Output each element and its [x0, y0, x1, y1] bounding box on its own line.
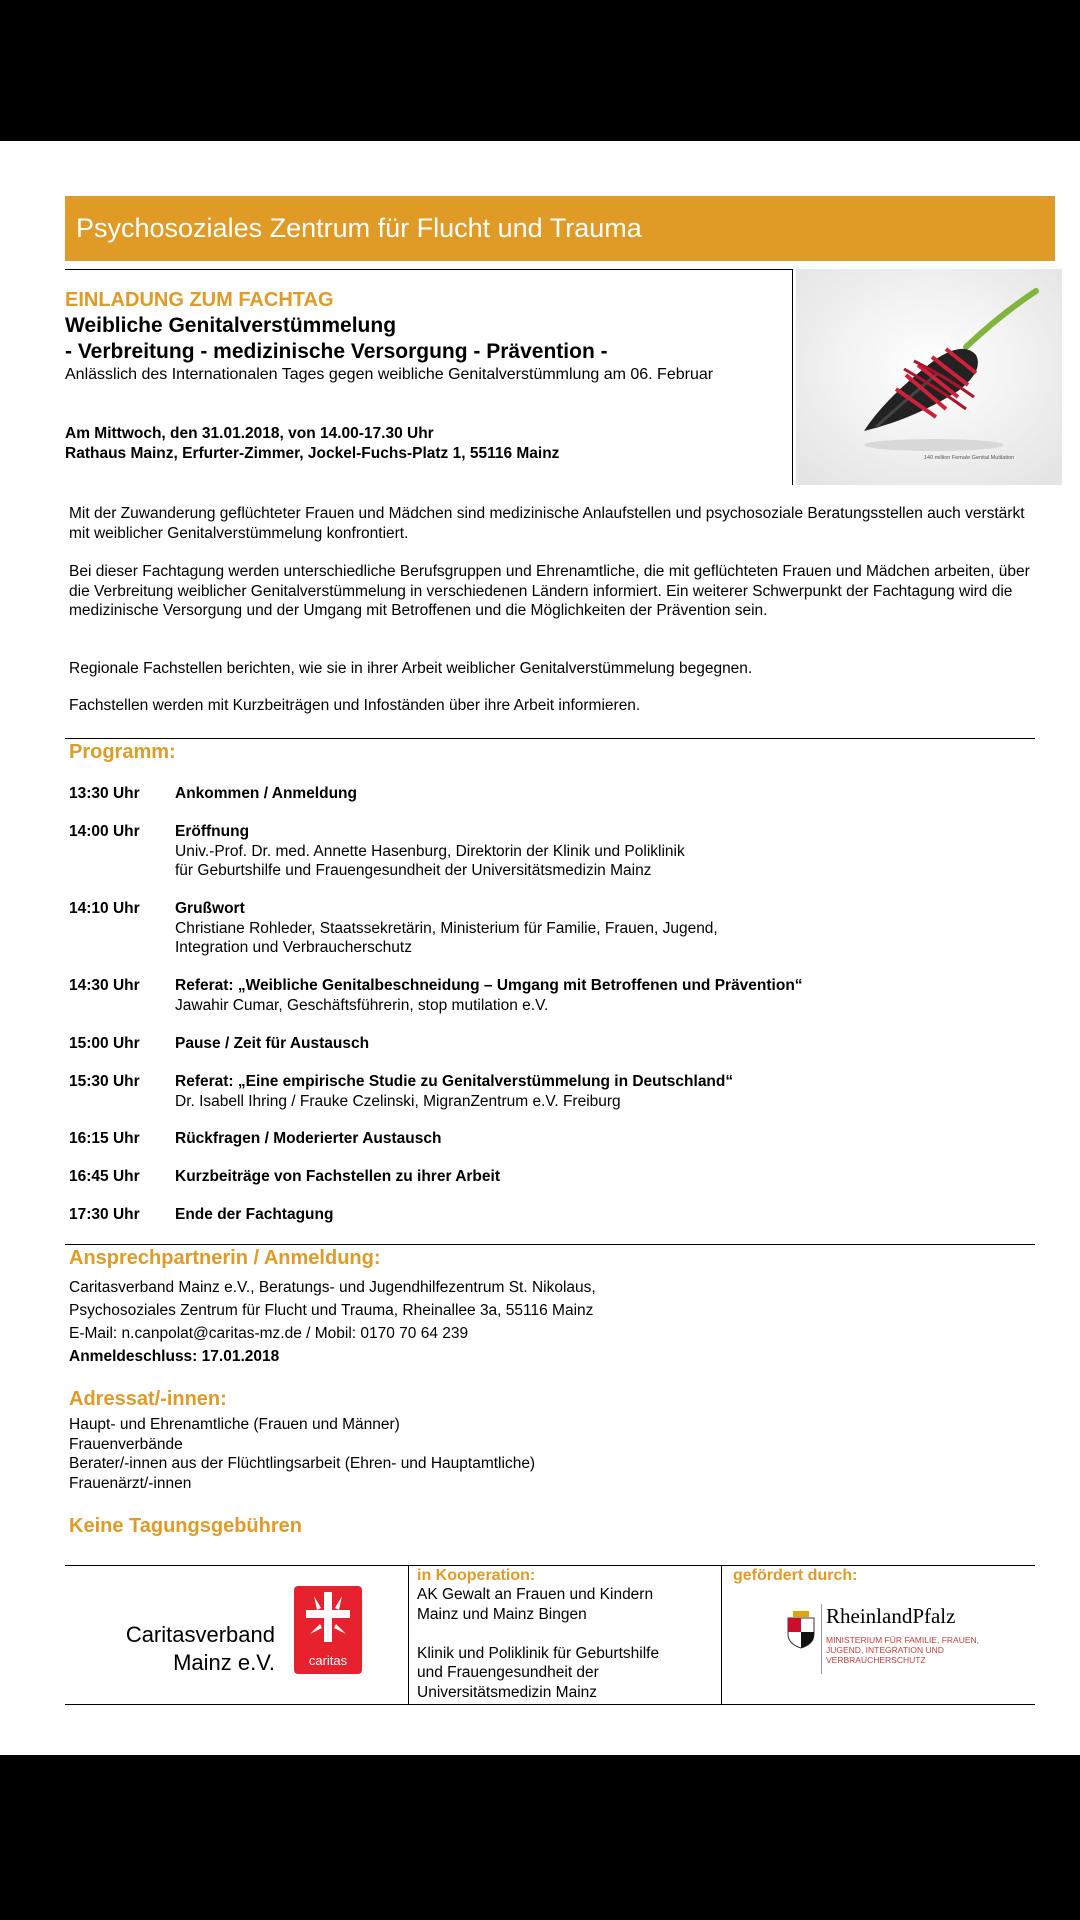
event-title: Weibliche Genitalverstümmelung: [65, 314, 397, 337]
program-title: Ende der Fachtagung: [175, 1206, 334, 1223]
caritas-logo-label: caritas: [308, 1653, 348, 1668]
caritas-cross-icon: [294, 1586, 362, 1654]
event-date: Am Mittwoch, den 31.01.2018, von 14.00-17.30 Uhr: [65, 425, 434, 442]
caritas-name: [89, 1621, 275, 1677]
cooperation-line: Klinik und Poliklinik für Geburtshilfe: [417, 1644, 660, 1662]
rlp-ministry: MINISTERIUM FÜR FAMILIE, FRAUEN, JUGEND, INTEGRATION UND VERBRAUCHERSCHUTZ: [826, 1635, 980, 1665]
program-detail: Integration und Verbraucherschutz: [175, 939, 412, 956]
program-title: Kurzbeiträge von Fachstellen zu ihrer Arbeit: [175, 1168, 500, 1185]
caritas-column: [65, 1566, 409, 1704]
program-time: 14:00 Uhr: [69, 823, 140, 840]
intro-paragraph-3: Regionale Fachstellen berichten, wie sie in ihrer Arbeit weiblicher Genitalverstümmelung begegnen.: [69, 660, 753, 677]
intro-paragraph-4: Fachstellen werden mit Kurzbeiträgen und Infoständen über ihre Arbeit informieren.: [69, 697, 641, 714]
contact-email-line: E-Mail: n.canpolat@caritas-mz.de / Mobil: 0170 70 64 239: [69, 1325, 469, 1342]
event-occasion: Anlässlich des Internationalen Tages gegen weibliche Genitalverstümmlung am 06. Februar: [65, 366, 714, 383]
footer: [65, 1565, 1035, 1705]
cooperation-line: AK Gewalt an Frauen und Kindern: [417, 1586, 654, 1603]
cooperation-heading: in Kooperation:: [417, 1567, 536, 1584]
contact-heading: Ansprechpartnerin / Anmeldung:: [69, 1247, 381, 1269]
program-time: 16:15 Uhr: [69, 1130, 140, 1147]
program-detail: Jawahir Cumar, Geschäftsführerin, stop mutilation e.V.: [175, 996, 549, 1014]
cooperation-column: [409, 1566, 722, 1704]
program-title: Ankommen / Anmeldung: [175, 785, 357, 802]
program-title: Pause / Zeit für Austausch: [175, 1035, 370, 1052]
rlp-wordmark: RheinlandPfalz: [826, 1604, 956, 1628]
fees-note: Keine Tagungsgebühren: [69, 1515, 302, 1537]
registration-deadline: Anmeldeschluss: 17.01.2018: [69, 1348, 280, 1365]
program-detail: Christiane Rohleder, Staatssekretärin, Ministerium für Familie, Frauen, Jugend,: [175, 919, 718, 937]
audience-heading: Adressat/-innen:: [69, 1388, 227, 1410]
program-title: Eröffnung: [175, 823, 250, 840]
program-time: 13:30 Uhr: [69, 785, 140, 802]
event-venue: Rathaus Mainz, Erfurter-Zimmer, Jockel-Fuchs-Platz 1, 55116 Mainz: [65, 445, 560, 462]
cooperation-line: Universitätsmedizin Mainz: [417, 1683, 598, 1701]
audience-item: Haupt- und Ehrenamtliche (Frauen und Männer): [69, 1416, 400, 1433]
program-detail: Univ.-Prof. Dr. med. Annette Hasenburg, Direktorin der Klinik und Poliklinik: [175, 842, 685, 860]
rlp-separator: [821, 1604, 822, 1674]
event-subtitle: - Verbreitung - medizinische Versorgung - Prävention -: [65, 340, 608, 363]
program-time: 15:00 Uhr: [69, 1035, 140, 1052]
program-title: Referat: „Weibliche Genitalbeschneidung – Umgang mit Betroffenen und Prävention“: [175, 977, 803, 994]
intro-paragraph-1: Mit der Zuwanderung geflüchteter Frauen und Mädchen sind medizinische Anlaufstellen und psychosoziale Beratungsstellen auch verstärkt mit weiblicher Genitalverstümmelung konfrontiert.: [69, 505, 1025, 542]
program-title: Rückfragen / Moderierter Austausch: [175, 1130, 442, 1147]
divider: [65, 1244, 1035, 1245]
caritas-name-line: Caritasverband: [125, 1622, 275, 1647]
audience-item: Frauenverbände: [69, 1435, 183, 1453]
funding-column: [722, 1566, 1035, 1704]
program-time: 14:10 Uhr: [69, 900, 140, 917]
program-time: 14:30 Uhr: [69, 977, 140, 994]
caritas-logo: [294, 1586, 362, 1674]
cooperation-line: und Frauengesundheit der: [417, 1664, 599, 1681]
funding-heading: gefördert durch:: [733, 1567, 858, 1584]
contact-block: [69, 1276, 596, 1368]
cooperation-line: Mainz und Mainz Bingen: [417, 1605, 587, 1623]
banner-title: Psychosoziales Zentrum für Flucht und Trauma: [76, 213, 642, 243]
header-photo: [796, 269, 1062, 485]
banner: [65, 196, 1055, 261]
program-heading: Programm:: [69, 741, 176, 763]
cooperation-spacer: [417, 1624, 721, 1644]
caritas-name-line: Mainz e.V.: [173, 1650, 275, 1675]
program-title: Referat: „Eine empirische Studie zu Genitalverstümmelung in Deutschland“: [175, 1073, 734, 1090]
divider: [65, 738, 1035, 739]
rlp-coat-of-arms-icon: [784, 1610, 818, 1650]
photo-caption: 140 million Female Genital Mutilation: [924, 455, 1015, 461]
audience-item: Frauenärzt/-innen: [69, 1474, 192, 1492]
program-title: Grußwort: [175, 900, 245, 917]
intro-paragraph-2: Bei dieser Fachtagung werden unterschiedliche Berufsgruppen und Ehrenamtliche, die mit geflüchteten Frauen und Mädchen arbeiten, über die Verbreitung weiblicher Genitalverstümmelung in verschiedenen Ländern informiert. Ein weiterer Schwerpunkt der Fachtagung wird die medizinische Versorgung und der Umgang mit Betroffenen und die Möglichkeiten der Prävention sein.: [69, 563, 1030, 619]
program-time: 16:45 Uhr: [69, 1168, 140, 1185]
program-detail: für Geburtshilfe und Frauengesundheit der Universitätsmedizin Mainz: [175, 862, 652, 879]
flower-photo-image: [796, 269, 1062, 485]
program-time: 17:30 Uhr: [69, 1206, 140, 1223]
document-page: [0, 141, 1080, 1755]
audience-list: [69, 1415, 535, 1493]
contact-line: Psychosoziales Zentrum für Flucht und Trauma, Rheinallee 3a, 55116 Mainz: [69, 1302, 594, 1319]
program-time: 15:30 Uhr: [69, 1073, 140, 1090]
contact-line: Caritasverband Mainz e.V., Beratungs- und Jugendhilfezentrum St. Nikolaus,: [69, 1279, 596, 1296]
invitation-kicker: EINLADUNG ZUM FACHTAG: [65, 289, 334, 311]
program-detail: Dr. Isabell Ihring / Frauke Czelinski, MigranZentrum e.V. Freiburg: [175, 1092, 621, 1110]
audience-item: Berater/-innen aus der Flüchtlingsarbeit (Ehren- und Hauptamtliche): [69, 1455, 536, 1472]
